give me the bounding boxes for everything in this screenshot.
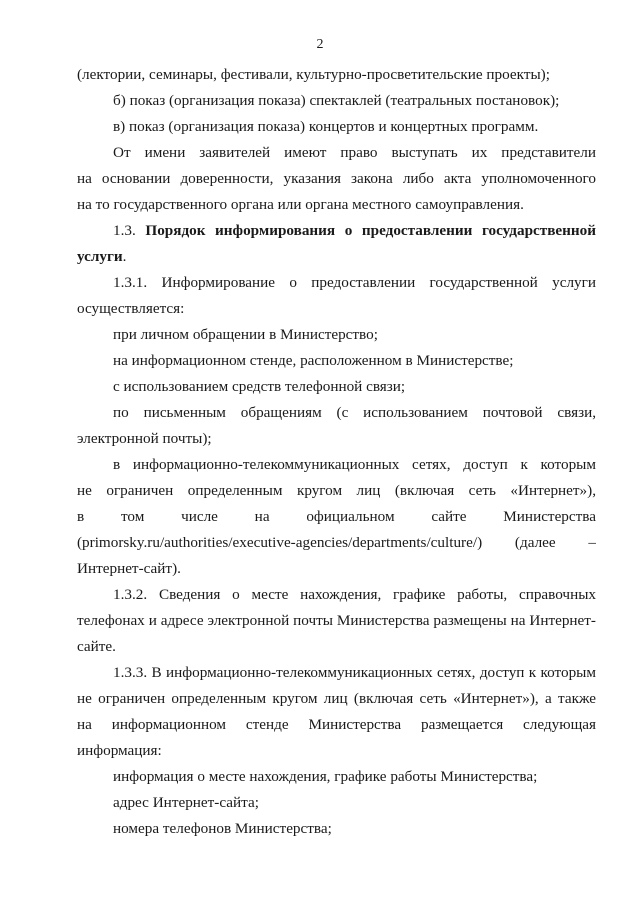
text-line: на то государственного органа или органа местного самоуправления.: [77, 196, 524, 213]
text-line: сайте.: [77, 638, 116, 655]
section-number: 1.3.: [113, 222, 146, 239]
text-line: в том числе на официальном сайте Министерства: [77, 508, 596, 525]
text-line: при личном обращении в Министерство;: [113, 326, 378, 343]
heading-period: .: [122, 248, 127, 265]
text-line: От имени заявителей имеют право выступать их представители: [113, 144, 596, 161]
text-line: 1.3.2. Сведения о месте нахождения, графике работы, справочных: [113, 586, 596, 603]
text-line: с использованием средств телефонной связи;: [113, 378, 406, 395]
text-line: (лектории, семинары, фестивали, культурно-просветительские проекты);: [77, 66, 550, 83]
text-line: на информационном стенде Министерства размещается следующая: [77, 716, 596, 733]
section-heading-line: [77, 244, 596, 270]
text-line: телефонах и адресе электронной почты Министерства размещены на Интернет-: [77, 612, 596, 629]
text-line: не ограничен определенным кругом лиц (включая сеть «Интернет»), а также: [77, 690, 596, 707]
section-heading-line: [77, 218, 596, 244]
text-line: на информационном стенде, расположенном в Министерстве;: [113, 352, 514, 369]
text-line: информация:: [77, 742, 162, 759]
section-heading: Порядок информирования о предоставлении государственной: [145, 222, 596, 239]
page-number: 2: [316, 37, 324, 52]
text-line: б) показ (организация показа) спектаклей (театральных постановок);: [113, 92, 560, 109]
text-line: Интернет-сайт).: [77, 560, 181, 577]
text-line: (primorsky.ru/authorities/executive-agencies/departments/culture/) (далее –: [77, 534, 596, 551]
text-line: в информационно-телекоммуникационных сетях, доступ к которым: [113, 456, 596, 473]
text-line: номера телефонов Министерства;: [113, 820, 332, 837]
section-heading: услуги: [77, 248, 123, 265]
document-body: [77, 62, 596, 842]
text-line: электронной почты);: [77, 430, 212, 447]
text-line: в) показ (организация показа) концертов и концертных программ.: [113, 118, 539, 135]
text-line: адрес Интернет-сайта;: [113, 794, 259, 811]
text-line: по письменным обращениям (с использованием почтовой связи,: [113, 404, 596, 421]
text-line: 1.3.1. Информирование о предоставлении государственной услуги: [113, 274, 596, 291]
text-line: 1.3.3. В информационно-телекоммуникационных сетях, доступ к которым: [113, 664, 596, 681]
text-line: информация о месте нахождения, графике работы Министерства;: [113, 768, 538, 785]
text-line: на основании доверенности, указания закона либо акта уполномоченного: [77, 170, 596, 187]
text-line: не ограничен определенным кругом лиц (включая сеть «Интернет»),: [77, 482, 596, 499]
text-line: осуществляется:: [77, 300, 185, 317]
